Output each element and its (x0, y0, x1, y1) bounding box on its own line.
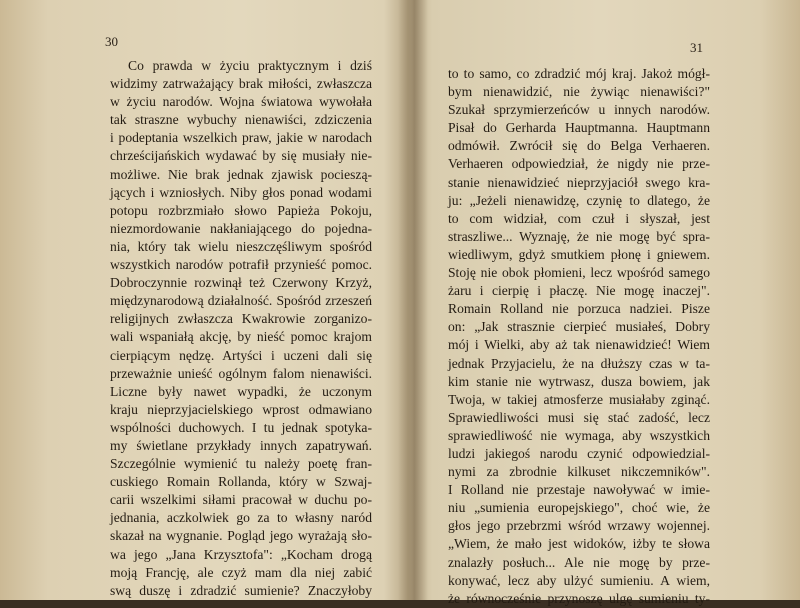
text-line: wa jego „Jana Krzysztofa": „Kocham drogą (110, 546, 372, 562)
text-line: znalazły posłuch... Ale nie mogę by prze- (448, 554, 710, 570)
text-line: mój i Wielki, aby aż tak nienawidzieć! Wiem (448, 337, 710, 353)
text-line: kraju nieprzyjacielskiego wprost odmawiano (110, 401, 372, 417)
text-line: że równocześnie przynoszę ulgę sumieniu ty- (448, 590, 710, 606)
text-line: skazał na wygnanie. Pogląd jego wyrażają sło- (110, 528, 372, 544)
text-line: religijnych zwłaszcza Kwakrowie zorganizo- (110, 311, 372, 327)
text-line: swą duszę i zdradzić sumienie? Znaczyłoby (110, 582, 372, 598)
text-line: Verhaeren odpowiedział, że nigdy nie prze- (448, 156, 710, 172)
text-line: Twoja, w takiej atmosferze musiałaby zginąć. (448, 391, 710, 407)
text-line: przeważnie unieść ogólnym falom nienawiści. (110, 365, 372, 381)
text-line: Sprawiedliwości musi się stać zadość, lecz (448, 409, 710, 425)
text-line: to to samo, co zdradzić mój kraj. Jakoż mógł- (448, 66, 710, 81)
text-line: konywać, lecz aby ulżyć sumieniu. A wiem, (448, 572, 710, 588)
text-line: Szczególnie wymienić tu należy poetę fran- (110, 456, 372, 472)
left-page-text (110, 57, 372, 600)
text-line: „Wiem, że mało jest widoków, iżby te słowa (448, 536, 710, 552)
text-line: sprawiedliwość nie wymaga, aby wszystkich (448, 427, 710, 443)
text-line: I Rolland nie przestaje nawoływać w imie- (448, 482, 710, 498)
text-line: Pisał do Gerharda Hauptmanna. Hauptmann (448, 120, 710, 136)
text-line: straszliwe... Wyznaję, że nie mogę być spra- (448, 228, 710, 244)
right-page-number: 31 (690, 40, 703, 55)
text-line: Stoję nie obok płomieni, lecz wpośród samego (448, 265, 710, 281)
text-line: jednania, aczkolwiek go za to własny naród (110, 510, 372, 526)
text-line: ludzi jakiegoś narodu czynić odpowiedzial- (448, 445, 710, 461)
text-line: w życiu narodów. Wojna światowa wywołała (110, 94, 372, 110)
text-line: Szukał sprzymierzeńców u innych narodów. (448, 102, 710, 118)
text-line: cierpiącym nędzę. Artyści i uczeni dali się (110, 347, 372, 363)
text-line: wspólności duchowych. I tu jednak spotyka- (110, 419, 372, 435)
text-line: on: „Jak strasznie cierpieć musiałeś, Dobry (448, 319, 710, 335)
text-line: niu „sumienia europejskiego", choć wie, że (448, 500, 710, 516)
text-line: Romain Rolland nie porzuca nadziei. Pisze (448, 301, 710, 317)
left-page-number: 30 (105, 34, 118, 49)
text-line: kim stanie nie wytrwasz, dusza bowiem, jak (448, 373, 710, 389)
text-line: widzimy zatrważający brak miłości, zwłaszcza (110, 76, 372, 92)
text-line: nia, który tak wielu nieszczęśliwym spośród (110, 238, 372, 254)
text-line: jednak Przyjacielu, że na dłuższy czas w ta- (448, 355, 710, 371)
text-line: chrześcijańskich wydawać by się musiały nie- (110, 148, 372, 164)
text-line: i podeptania wszelkich praw, jakie w narodach (110, 130, 372, 146)
text-line: możliwe. Nie brak jednak zjawisk pocieszą- (110, 166, 372, 182)
text-line: jących i wzniosłych. Niby głos ponad wodami (110, 184, 372, 200)
text-line: to com widział, com czuł i słyszał, jest (448, 210, 710, 226)
right-page-text (448, 65, 710, 608)
text-line: bym nienawidzić, nie żywiąc nienawiści?" (448, 84, 710, 100)
text-line: odmówił. Zwrócił się do Belga Verhaeren. (448, 138, 710, 154)
text-line: żaru i cierpię i płaczę. Nie mogę inaczej". (448, 283, 710, 299)
text-line: cuskiego Romain Rollanda, który w Szwaj- (110, 474, 372, 490)
text-line: Liczne były nawet wypadki, że uczonym (110, 383, 372, 399)
text-line: tak straszne wybuchy nienawiści, zdziczenia (110, 112, 372, 128)
text-line: potopu rozbrzmiało słowo Papieża Pokoju, (110, 202, 372, 218)
text-line: Co prawda w życiu praktycznym i dziś (128, 58, 372, 73)
text-line: Dobroczynnie rozwinął też Czerwony Krzyż, (110, 275, 372, 291)
text-line: ju: „Jeżeli nienawidzę, czynię to dlatego, że (448, 192, 710, 208)
text-line: moją Francję, ale czyż mam dla niej zabić (110, 564, 372, 580)
text-line: niezmordowanie nakłaniającego do pojedna- (110, 220, 372, 236)
text-line: nymi za zbrodnie kilkuset nikczemników". (448, 464, 710, 480)
text-line: międzynarodową działalność. Spośród zrzeszeń (110, 293, 372, 309)
text-line: stanie nienawidzieć nieprzyjaciół swego kra- (448, 174, 710, 190)
text-line: wali wspaniałą akcję, by nieść pomoc krajom (110, 329, 372, 345)
text-line: wszystkich narodów potrafił przynieść pomoc. (110, 257, 372, 273)
text-line: carii wszelkimi siłami pracował w duchu po- (110, 492, 372, 508)
text-line: głos jego przebrzmi wśród wrzawy wojennej. (448, 518, 710, 534)
text-line: wiedliwym, gdyż smutkiem płonę i gniewem. (448, 246, 710, 262)
text-line: my świetlane przykłady innych zapatrywań. (110, 437, 372, 453)
